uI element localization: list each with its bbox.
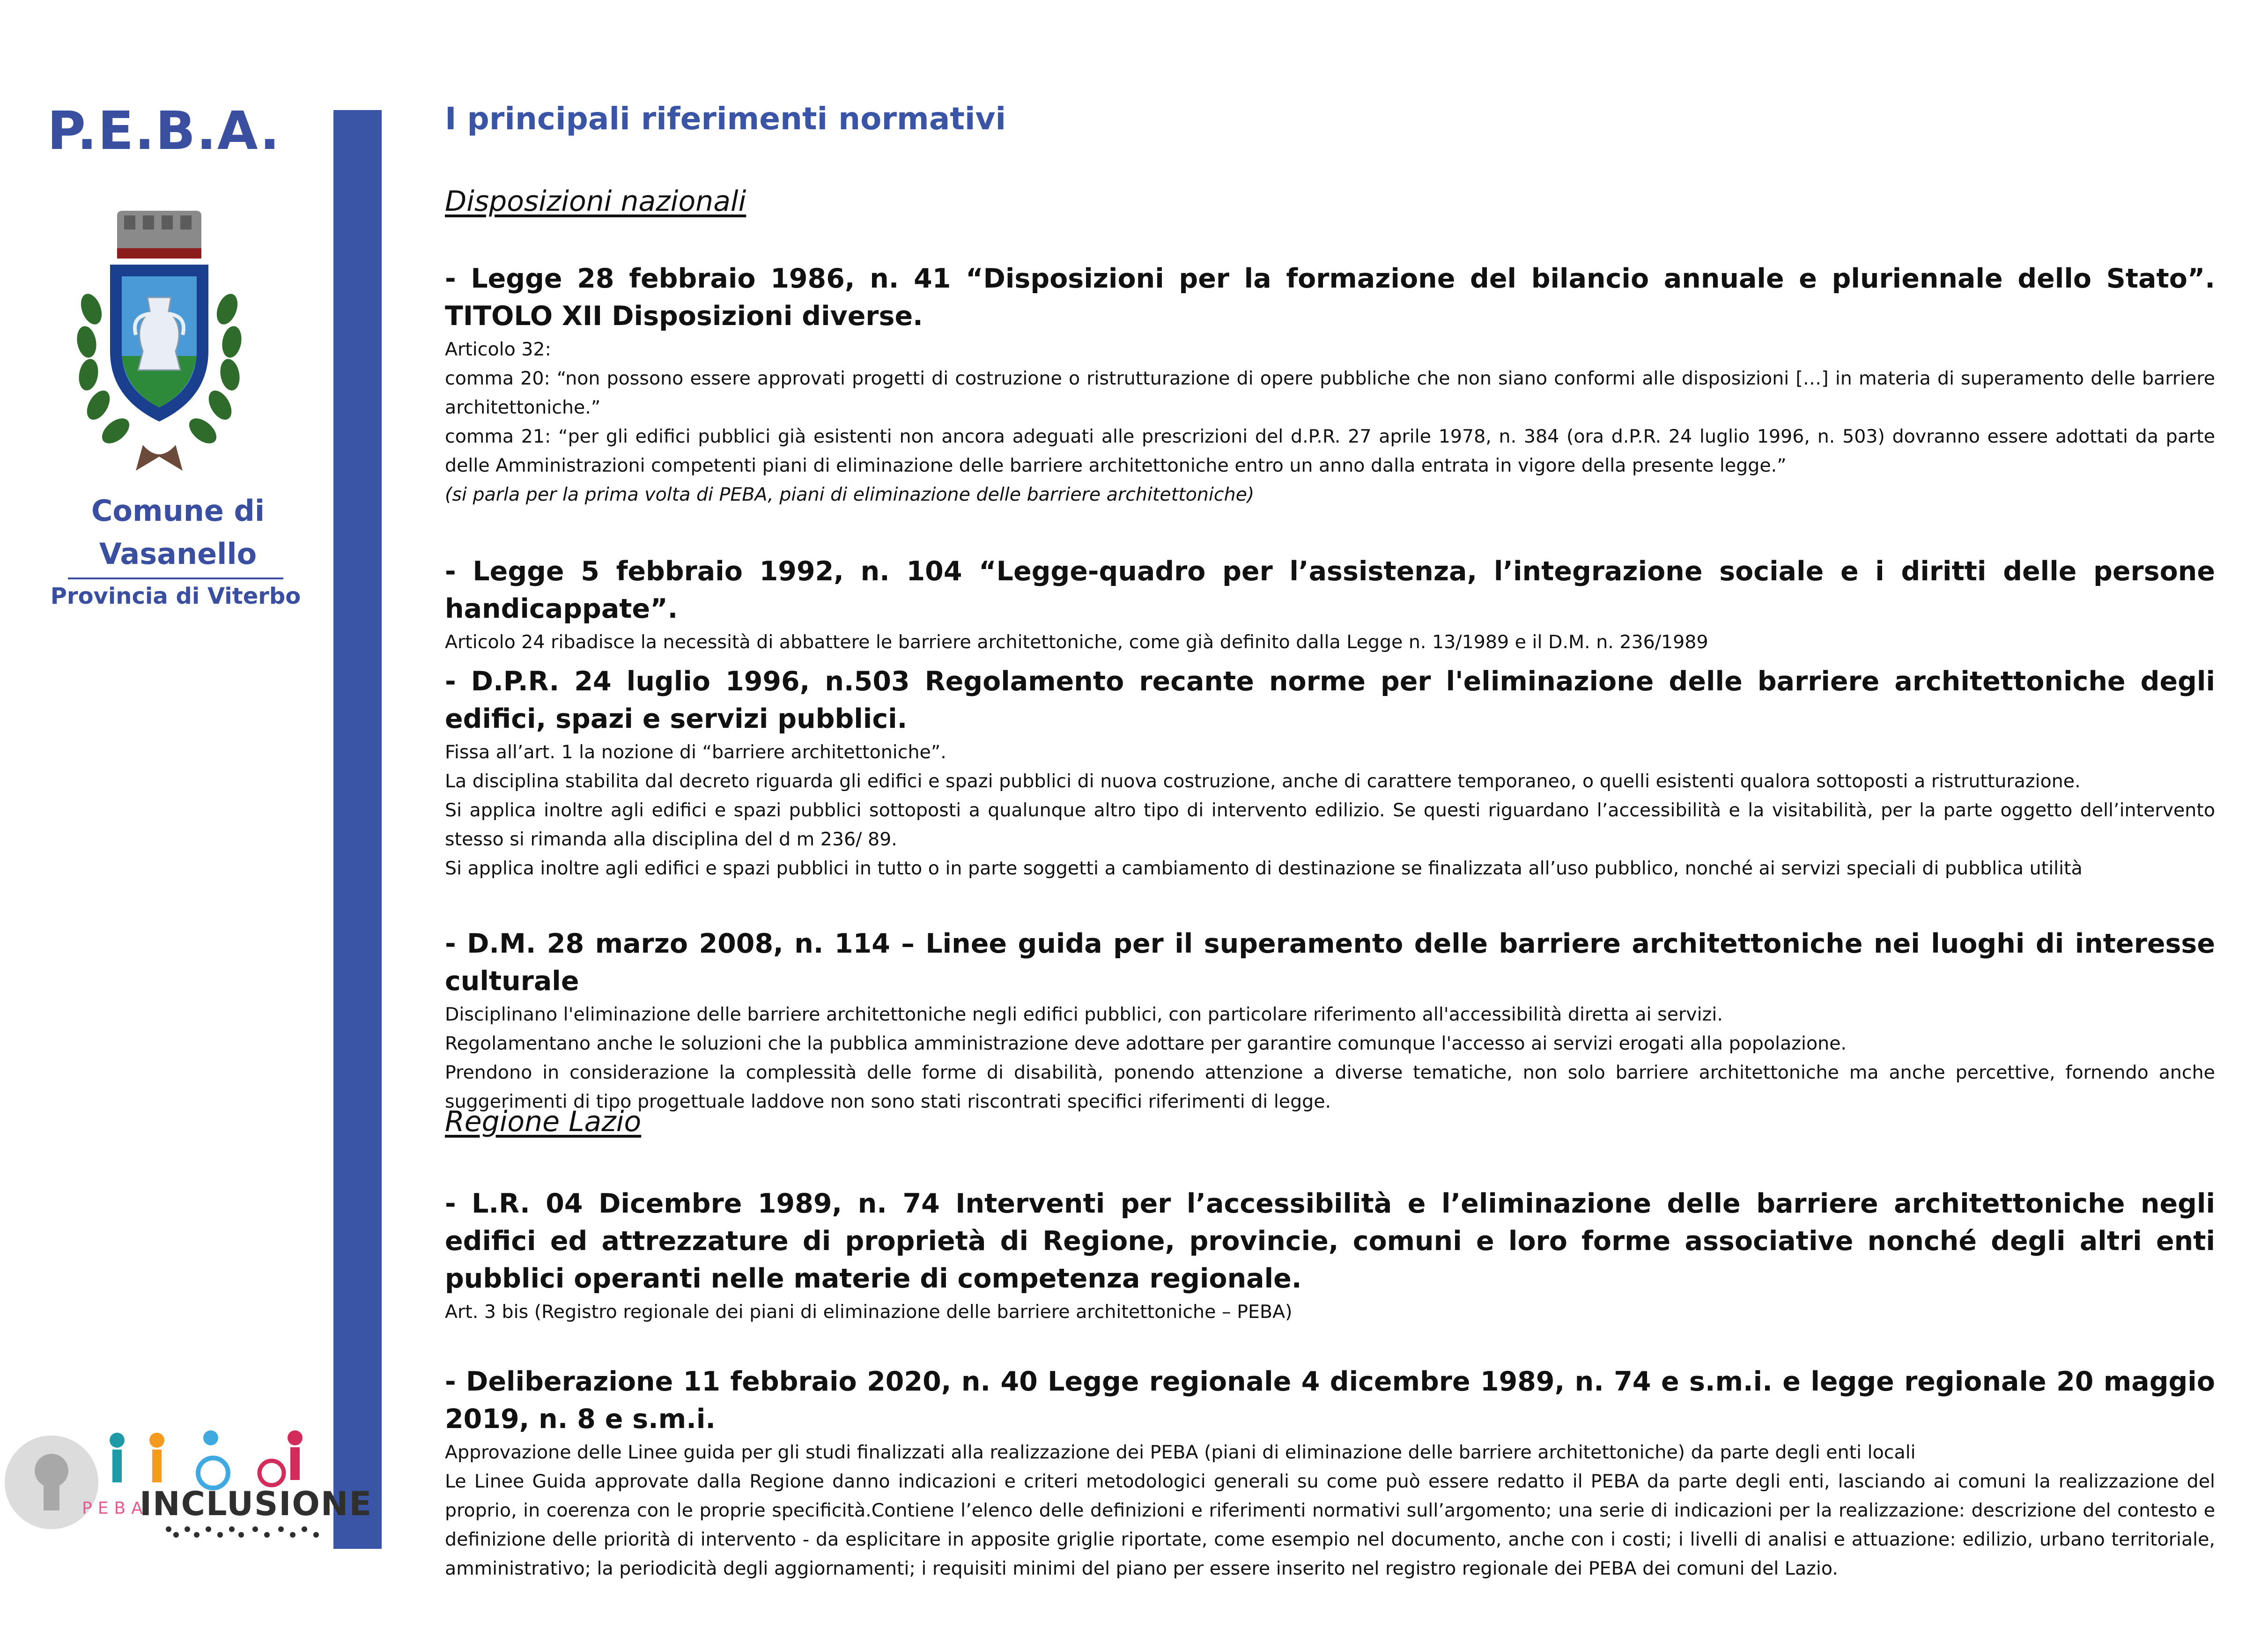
law-entry — [445, 553, 2215, 657]
comune-divider — [68, 577, 283, 579]
law-line: comma 20: “non possono essere approvati progetti di costruzione o ristrutturazione di opere pubbliche che non siano conformi alle disposizioni […] in materia di superamento delle barriere architettoniche.” — [445, 368, 2215, 418]
law-title: - D.M. 28 marzo 2008, n. 114 – Linee guida per il superamento delle barriere architettoniche nei luoghi di interesse culturale — [445, 928, 2215, 997]
law-entry — [445, 1185, 2215, 1326]
comune-line-1: Comune di — [91, 494, 265, 528]
law-line: Disciplinano l'eliminazione delle barriere architettoniche negli edifici pubblici, con particolare riferimento all'accessibilità diretta ai servizi. — [445, 1004, 1723, 1025]
law-line: Si applica inoltre agli edifici e spazi pubblici sottoposti a qualunque altro tipo di intervento edilizio. Se questi riguardano l’accessibilità e la visitabilità, per la parte oggetto dell’intervento stesso si rimanda alla disciplina del d m 236/ 89. — [445, 799, 2215, 850]
logo-peba-text: PEBA — [82, 1499, 148, 1518]
peba-inclusione-logo-icon — [0, 1412, 335, 1553]
comune-line-2: Vasanello — [99, 537, 257, 571]
law-line: Regolamentano anche le soluzioni che la pubblica amministrazione deve adottare per garantire comunque l'accesso ai servizi erogati alla popolazione. — [445, 1033, 1847, 1054]
law-body — [445, 738, 2215, 883]
law-line: La disciplina stabilita dal decreto riguarda gli edifici e spazi pubblici di nuova costruzione, anche di carattere temporaneo, o quelli esistenti qualora sottoposti a ristrutturazione. — [445, 770, 2081, 792]
coat-of-arms-icon — [73, 201, 246, 492]
sidebar — [0, 0, 373, 1643]
law-title: - Legge 28 febbraio 1986, n. 41 “Disposizioni per la formazione del bilancio annuale e pluriennale dello Stato”. TITOLO XII Disposizioni diverse. — [445, 263, 2215, 332]
law-line: Articolo 24 ribadisce la necessità di abbattere le barriere architettoniche, come già definito dalla Legge n. 13/1989 e il D.M. n. 236/1989 — [445, 631, 1708, 653]
vertical-accent-bar — [333, 110, 382, 1549]
law-body — [445, 1297, 2215, 1326]
law-line: Si applica inoltre agli edifici e spazi pubblici in tutto o in parte soggetti a cambiamento di destinazione se finalizzata all’uso pubblico, nonché ai servizi speciali di pubblica utilità — [445, 858, 2083, 879]
law-entry — [445, 1363, 2215, 1583]
law-line: Articolo 32: — [445, 339, 551, 360]
law-body — [445, 335, 2215, 509]
provincia-label: Provincia di Viterbo — [50, 583, 301, 609]
law-entry — [445, 925, 2215, 1116]
law-body — [445, 628, 2215, 657]
law-line: Art. 3 bis (Registro regionale dei piani di eliminazione delle barriere architettoniche – PEBA) — [445, 1301, 1293, 1323]
law-body — [445, 1438, 2215, 1583]
law-title: - Deliberazione 11 febbraio 2020, n. 40 Legge regionale 4 dicembre 1989, n. 74 e s.m.i. e legge regionale 20 maggio 2019, n. 8 e s.m.i. — [445, 1366, 2215, 1435]
peba-title: P.E.B.A. — [47, 101, 281, 162]
law-title: - Legge 5 febbraio 1992, n. 104 “Legge-quadro per l’assistenza, l’integrazione sociale e i diritti delle persone handicappate”. — [445, 556, 2215, 624]
law-line: Fissa all’art. 1 la nozione di “barriere architettoniche”. — [445, 741, 946, 763]
page-title: I principali riferimenti normativi — [445, 101, 1006, 137]
law-body — [445, 1000, 2215, 1116]
law-line: Le Linee Guida approvate dalla Regione danno indicazioni e criteri metodologici generali su come può essere redatto il PEBA da parte degli enti, lasciando ai comuni la realizzazione del proprio, in coerenza con le proprie specificità.Contiene l’elenco delle definizioni e riferimenti normativi sull’argomento; una serie di indicazioni per la realizzazione: descrizione del contesto e definizione delle priorità di intervento - da esplicitare in apposite griglie riportate, come esempio nel documento, anche con i costi; i livelli di analisi e attuazione: edilizio, urbano territoriale, amministrativo; la periodicità degli aggiornamenti; i requisiti minimi del piano per essere inserito nel registro regionale dei PEBA dei comuni del Lazio. — [445, 1471, 2215, 1579]
law-entry — [445, 663, 2215, 883]
section-heading-national: Disposizioni nazionali — [445, 185, 746, 218]
law-line: comma 21: “per gli edifici pubblici già esistenti non ancora adeguati alle prescrizioni del d.P.R. 27 aprile 1978, n. 384 (ora d.P.R. 24 luglio 1996, n. 503) dovranno essere adottati da parte delle Amministrazioni competenti piani di eliminazione delle barriere architettoniche entro un anno dalla entrata in vigore della presente legge.” — [445, 426, 2215, 476]
law-title: - D.P.R. 24 luglio 1996, n.503 Regolamento recante norme per l'eliminazione delle barriere architettoniche degli edifici, spazi e servizi pubblici. — [445, 666, 2215, 734]
section-heading-regional: Regione Lazio — [445, 1105, 642, 1138]
law-entry — [445, 260, 2215, 509]
law-line: Approvazione delle Linee guida per gli studi finalizzati alla realizzazione dei PEBA (piani di eliminazione delle barriere architettoniche) da parte degli enti locali — [445, 1442, 1916, 1463]
law-note: (si parla per la prima volta di PEBA, piani di eliminazione delle barriere architettoniche) — [445, 484, 1255, 505]
logo-inclusione-text: INCLUSIONE — [140, 1485, 373, 1523]
law-title: - L.R. 04 Dicembre 1989, n. 74 Interventi per l’accessibilità e l’eliminazione delle barriere architettoniche negli edifici ed attrezzature di proprietà di Regione, provincie, comuni e loro forme associative nonché degli altri enti pubblici operanti nelle materie di competenza regionale. — [445, 1188, 2215, 1294]
comune-name — [0, 489, 356, 576]
law-line: Prendono in considerazione la complessità delle forme di disabilità, ponendo attenzione a diverse tematiche, non solo barriere architettoniche ma anche percettive, fornendo anche suggerimenti di tipo progettuale laddove non sono stati riscontrati specifici riferimenti di legge. — [445, 1062, 2215, 1112]
